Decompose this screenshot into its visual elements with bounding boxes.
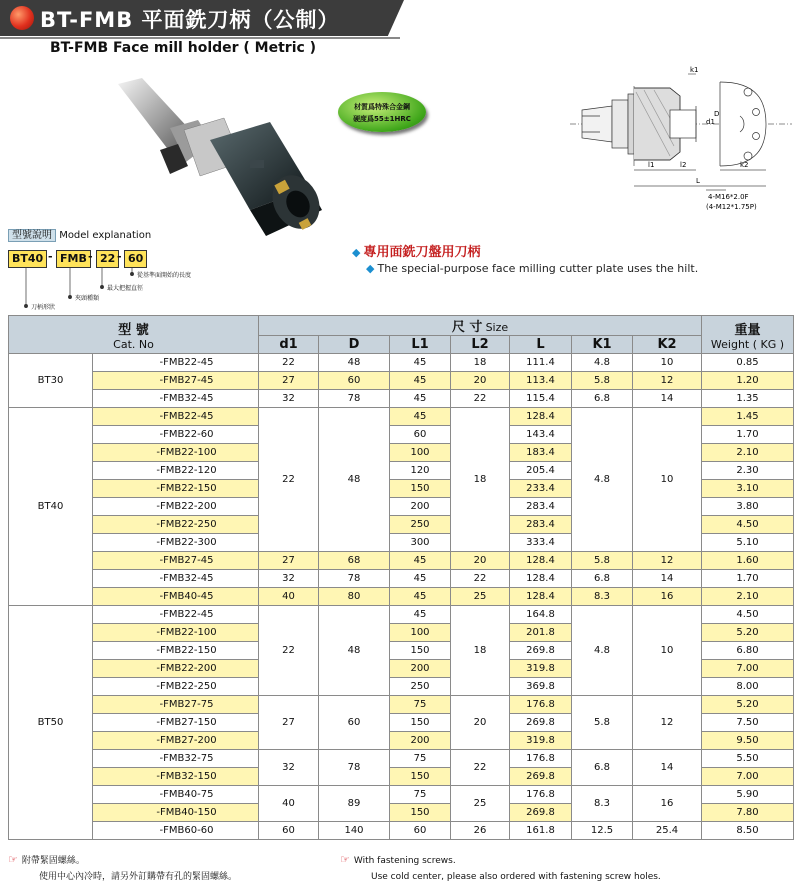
- col-header-L2: L2: [451, 336, 510, 354]
- D-cell: 78: [319, 750, 390, 786]
- L2-cell: 22: [451, 570, 510, 588]
- L-cell: 143.4: [510, 426, 572, 444]
- L-cell: 176.8: [510, 696, 572, 714]
- L1-cell: 150: [390, 768, 451, 786]
- K2-cell: 14: [633, 390, 702, 408]
- material-badge: [338, 92, 426, 132]
- diamond-bullet-icon: ◆: [366, 262, 375, 275]
- cat-no-cell: -FMB40-150: [93, 804, 259, 822]
- D-cell: 78: [319, 390, 390, 408]
- group-label-bt30: BT30: [9, 354, 93, 408]
- weight-cell: 2.10: [702, 588, 794, 606]
- L1-cell: 45: [390, 606, 451, 624]
- L1-cell: 60: [390, 426, 451, 444]
- L1-cell: 200: [390, 498, 451, 516]
- pointing-hand-icon: ☞: [8, 853, 18, 866]
- L2-cell: 22: [451, 750, 510, 786]
- cat-no-cell: -FMB22-200: [93, 498, 259, 516]
- footer-zh-line1: 附帶緊固螺絲。: [21, 856, 85, 866]
- cat-no-cell: -FMB22-100: [93, 444, 259, 462]
- model-code-dash: -: [48, 250, 53, 263]
- weight-cell: 7.00: [702, 768, 794, 786]
- cat-no-cell: -FMB40-45: [93, 588, 259, 606]
- drawing-thread-label-1: 4-M16*2.0F: [708, 193, 749, 201]
- L-cell: 319.8: [510, 660, 572, 678]
- L-cell: 128.4: [510, 588, 572, 606]
- table-row: [9, 390, 794, 408]
- d1-cell: 40: [259, 786, 319, 822]
- d1-cell: 22: [259, 354, 319, 372]
- d1-cell: 27: [259, 372, 319, 390]
- L2-cell: 25: [451, 786, 510, 822]
- D-cell: 140: [319, 822, 390, 840]
- L-cell: 128.4: [510, 570, 572, 588]
- model-code-part-3: 22: [96, 250, 119, 268]
- L2-cell: 18: [451, 354, 510, 372]
- L-cell: 283.4: [510, 516, 572, 534]
- weight-cell: 7.80: [702, 804, 794, 822]
- L1-cell: 45: [390, 570, 451, 588]
- L1-cell: 45: [390, 552, 451, 570]
- L1-cell: 100: [390, 624, 451, 642]
- model-code-part-1: BT40: [8, 250, 47, 268]
- drawing-thread-label-2: (4-M12*1.75P): [706, 203, 757, 211]
- table-row: [9, 750, 794, 768]
- L1-cell: 120: [390, 462, 451, 480]
- page-title: BT-FMB 平面銑刀柄（公制）: [40, 8, 340, 32]
- K1-cell: 12.5: [572, 822, 633, 840]
- D-cell: 68: [319, 552, 390, 570]
- weight-cell: 7.50: [702, 714, 794, 732]
- weight-cell: 4.50: [702, 606, 794, 624]
- K1-cell: 4.8: [572, 606, 633, 696]
- size-header: [259, 316, 702, 336]
- cat-no-cell: -FMB60-60: [93, 822, 259, 840]
- table-row: [9, 552, 794, 570]
- weight-cell: 8.50: [702, 822, 794, 840]
- L-cell: 115.4: [510, 390, 572, 408]
- D-cell: 89: [319, 786, 390, 822]
- drawing-label-l2: l2: [680, 161, 687, 169]
- L2-cell: 20: [451, 552, 510, 570]
- weight-cell: 1.20: [702, 372, 794, 390]
- weight-header: [702, 316, 794, 354]
- weight-cell: 8.00: [702, 678, 794, 696]
- L2-cell: 18: [451, 606, 510, 696]
- L-cell: 128.4: [510, 552, 572, 570]
- L1-cell: 60: [390, 822, 451, 840]
- drawing-label-d1: d1: [706, 118, 715, 126]
- L1-cell: 45: [390, 390, 451, 408]
- cat-no-cell: -FMB22-45: [93, 354, 259, 372]
- L-cell: 176.8: [510, 750, 572, 768]
- K2-cell: 12: [633, 552, 702, 570]
- K1-cell: 5.8: [572, 372, 633, 390]
- d1-cell: 32: [259, 390, 319, 408]
- K2-cell: 12: [633, 696, 702, 750]
- cat-no-cell: -FMB22-250: [93, 516, 259, 534]
- K1-cell: 4.8: [572, 408, 633, 552]
- L-cell: 111.4: [510, 354, 572, 372]
- L1-cell: 150: [390, 642, 451, 660]
- cat-no-cell: -FMB22-100: [93, 624, 259, 642]
- col-header-d1: d1: [259, 336, 319, 354]
- drawing-label-k2: k2: [740, 161, 749, 169]
- weight-cell: 5.20: [702, 696, 794, 714]
- weight-cell: 1.35: [702, 390, 794, 408]
- L1-cell: 100: [390, 444, 451, 462]
- footer-en-line1: With fastening screws.: [353, 856, 456, 866]
- D-cell: 78: [319, 570, 390, 588]
- L1-cell: 150: [390, 480, 451, 498]
- K2-cell: 10: [633, 408, 702, 552]
- d1-cell: 27: [259, 552, 319, 570]
- d1-cell: 40: [259, 588, 319, 606]
- drawing-label-l1: l1: [648, 161, 655, 169]
- K1-cell: 5.8: [572, 696, 633, 750]
- model-explanation-title-en: Model explanation: [59, 230, 152, 241]
- weight-cell: 9.50: [702, 732, 794, 750]
- L1-cell: 150: [390, 714, 451, 732]
- cat-no-cell: -FMB22-120: [93, 462, 259, 480]
- weight-cell: 1.60: [702, 552, 794, 570]
- group-label-bt50: BT50: [9, 606, 93, 840]
- d1-cell: 32: [259, 750, 319, 786]
- col-header-K1: K1: [572, 336, 633, 354]
- col-header-D: D: [319, 336, 390, 354]
- L2-cell: 20: [451, 696, 510, 750]
- d1-cell: 32: [259, 570, 319, 588]
- material-badge-line2: 硬度爲55±1HRC: [353, 115, 411, 123]
- col-header-L1: L1: [390, 336, 451, 354]
- weight-cell: 1.70: [702, 570, 794, 588]
- table-row: [9, 354, 794, 372]
- page-subtitle: BT-FMB Face mill holder ( Metric ): [50, 40, 317, 56]
- weight-cell: 5.50: [702, 750, 794, 768]
- L1-cell: 300: [390, 534, 451, 552]
- L-cell: 269.8: [510, 714, 572, 732]
- pointing-hand-icon: ☞: [340, 853, 350, 866]
- table-row: [9, 570, 794, 588]
- model-code-dash: -: [88, 250, 93, 263]
- L-cell: 333.4: [510, 534, 572, 552]
- model-annotation-shank-type: 刀柄形狀: [31, 304, 56, 311]
- drawing-label-L: L: [696, 177, 700, 185]
- L-cell: 269.8: [510, 804, 572, 822]
- cat-no-cell: -FMB32-45: [93, 390, 259, 408]
- D-cell: 48: [319, 606, 390, 696]
- L-cell: 269.8: [510, 642, 572, 660]
- table-row: [9, 606, 794, 624]
- weight-cell: 1.45: [702, 408, 794, 426]
- weight-cell: 2.10: [702, 444, 794, 462]
- L1-cell: 45: [390, 408, 451, 426]
- cat-no-cell: -FMB22-150: [93, 480, 259, 498]
- weight-cell: 4.50: [702, 516, 794, 534]
- feature-title-zh: [352, 241, 480, 260]
- weight-cell: 3.10: [702, 480, 794, 498]
- L1-cell: 250: [390, 678, 451, 696]
- L2-cell: 26: [451, 822, 510, 840]
- weight-header-zh: 重量: [734, 322, 761, 338]
- L-cell: 269.8: [510, 768, 572, 786]
- weight-cell: 5.20: [702, 624, 794, 642]
- L1-cell: 200: [390, 732, 451, 750]
- footer-notes-en: [340, 852, 661, 885]
- table-row: [9, 588, 794, 606]
- D-cell: 80: [319, 588, 390, 606]
- feature-en-text: The special-purpose face milling cutter plate uses the hilt.: [377, 262, 699, 275]
- cat-no-header: [9, 316, 259, 354]
- footer-en-line2: Use cold center, please also ordered with fastening screw holes.: [371, 872, 661, 882]
- K1-cell: 6.8: [572, 750, 633, 786]
- table-row: [9, 372, 794, 390]
- cat-no-cell: -FMB40-75: [93, 786, 259, 804]
- cat-no-cell: -FMB22-45: [93, 606, 259, 624]
- L-cell: 164.8: [510, 606, 572, 624]
- technical-drawing: [570, 66, 792, 216]
- weight-cell: 1.70: [702, 426, 794, 444]
- K2-cell: 10: [633, 354, 702, 372]
- L-cell: 205.4: [510, 462, 572, 480]
- cat-no-cell: -FMB27-75: [93, 696, 259, 714]
- cat-no-cell: -FMB22-60: [93, 426, 259, 444]
- weight-cell: 5.90: [702, 786, 794, 804]
- D-cell: 60: [319, 372, 390, 390]
- L-cell: 201.8: [510, 624, 572, 642]
- weight-cell: 0.85: [702, 354, 794, 372]
- L-cell: 319.8: [510, 732, 572, 750]
- feature-title-text: 專用面銑刀盤用刀柄: [363, 245, 481, 260]
- group-label-bt40: BT40: [9, 408, 93, 606]
- weight-header-en: Weight ( KG ): [710, 337, 785, 351]
- L-cell: 113.4: [510, 372, 572, 390]
- table-row: [9, 822, 794, 840]
- K2-cell: 14: [633, 750, 702, 786]
- size-header-zh: 尺 寸: [451, 320, 483, 335]
- K2-cell: 16: [633, 786, 702, 822]
- L2-cell: 22: [451, 390, 510, 408]
- weight-cell: 6.80: [702, 642, 794, 660]
- cat-no-cell: -FMB32-150: [93, 768, 259, 786]
- d1-cell: 60: [259, 822, 319, 840]
- L2-cell: 18: [451, 408, 510, 552]
- table-row: [9, 696, 794, 714]
- spec-table: [8, 315, 794, 840]
- cat-no-cell: -FMB32-75: [93, 750, 259, 768]
- weight-cell: 2.30: [702, 462, 794, 480]
- K1-cell: 8.3: [572, 786, 633, 822]
- K1-cell: 6.8: [572, 570, 633, 588]
- K1-cell: 8.3: [572, 588, 633, 606]
- weight-cell: 5.10: [702, 534, 794, 552]
- L-cell: 369.8: [510, 678, 572, 696]
- L-cell: 161.8: [510, 822, 572, 840]
- cat-no-cell: -FMB27-45: [93, 552, 259, 570]
- d1-cell: 27: [259, 696, 319, 750]
- size-header-en: Size: [485, 321, 509, 334]
- L1-cell: 250: [390, 516, 451, 534]
- drawing-label-k1: k1: [690, 66, 699, 74]
- cat-no-cell: -FMB22-45: [93, 408, 259, 426]
- L-cell: 176.8: [510, 786, 572, 804]
- cat-no-header-zh: 型 號: [118, 322, 149, 338]
- K2-cell: 10: [633, 606, 702, 696]
- material-badge-line1: 材質爲特殊合金鋼: [354, 103, 410, 111]
- col-header-K2: K2: [633, 336, 702, 354]
- K1-cell: 6.8: [572, 390, 633, 408]
- cat-no-cell: -FMB27-200: [93, 732, 259, 750]
- D-cell: 60: [319, 696, 390, 750]
- cat-no-cell: -FMB27-45: [93, 372, 259, 390]
- D-cell: 48: [319, 354, 390, 372]
- footer-zh-line2: 使用中心內冷時，請另外訂購帶有孔的緊固螺絲。: [39, 872, 238, 882]
- cat-no-header-en: Cat. No: [113, 337, 154, 351]
- model-annotation-collet-type: 夾頭種類: [75, 295, 100, 302]
- L1-cell: 75: [390, 786, 451, 804]
- L-cell: 128.4: [510, 408, 572, 426]
- footer-notes-zh: [8, 852, 237, 885]
- model-code-part-2: FMB: [56, 250, 91, 268]
- diamond-bullet-icon: ◆: [352, 246, 361, 259]
- model-annotation-length: 從基準面開始的長度: [137, 272, 192, 279]
- cat-no-cell: -FMB22-300: [93, 534, 259, 552]
- L1-cell: 45: [390, 372, 451, 390]
- L-cell: 283.4: [510, 498, 572, 516]
- weight-cell: 7.00: [702, 660, 794, 678]
- model-explanation-title-zh: 型號說明: [8, 229, 56, 242]
- model-annotation-max-diameter: 最大把握直徑: [107, 285, 144, 292]
- K1-cell: 5.8: [572, 552, 633, 570]
- K2-cell: 25.4: [633, 822, 702, 840]
- K2-cell: 14: [633, 570, 702, 588]
- K2-cell: 16: [633, 588, 702, 606]
- d1-cell: 22: [259, 606, 319, 696]
- cat-no-cell: -FMB27-150: [93, 714, 259, 732]
- K1-cell: 4.8: [572, 354, 633, 372]
- feature-title-en: [366, 262, 698, 275]
- table-row: [9, 786, 794, 804]
- L-cell: 233.4: [510, 480, 572, 498]
- D-cell: 48: [319, 408, 390, 552]
- L1-cell: 75: [390, 696, 451, 714]
- model-code-part-4: 60: [124, 250, 147, 268]
- L2-cell: 20: [451, 372, 510, 390]
- L1-cell: 75: [390, 750, 451, 768]
- L1-cell: 45: [390, 354, 451, 372]
- L1-cell: 45: [390, 588, 451, 606]
- K2-cell: 12: [633, 372, 702, 390]
- table-row: [9, 408, 794, 426]
- weight-cell: 3.80: [702, 498, 794, 516]
- drawing-label-D: D: [714, 110, 720, 118]
- L2-cell: 25: [451, 588, 510, 606]
- L1-cell: 200: [390, 660, 451, 678]
- L1-cell: 150: [390, 804, 451, 822]
- L-cell: 183.4: [510, 444, 572, 462]
- d1-cell: 22: [259, 408, 319, 552]
- cat-no-cell: -FMB22-250: [93, 678, 259, 696]
- col-header-L: L: [510, 336, 572, 354]
- cat-no-cell: -FMB32-45: [93, 570, 259, 588]
- model-code-dash: -: [117, 250, 122, 263]
- cat-no-cell: -FMB22-150: [93, 642, 259, 660]
- cat-no-cell: -FMB22-200: [93, 660, 259, 678]
